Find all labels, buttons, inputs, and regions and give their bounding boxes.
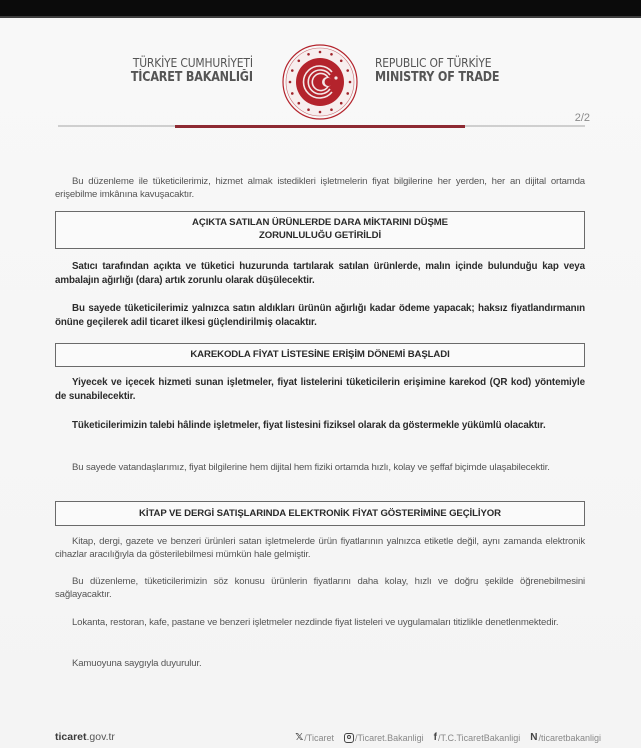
emblem-star-dot xyxy=(307,53,310,56)
emblem-star-dot xyxy=(349,81,352,84)
emblem-star-dot xyxy=(297,59,300,62)
social-handle-x: /Ticaret xyxy=(304,732,334,743)
section-tare-paragraph-2: Bu sayede tüketicilerimiz yalnızca satın aldıkları ürünün ağırlığı kadar ödeme yapacak; haksız fiyatlandırmanın önüne geçilerek adil ticaret ilkesi güçlendirilmiş olacaktır. xyxy=(55,303,585,328)
header-ministry-tr: TİCARET BAKANLIĞI xyxy=(131,70,253,85)
ministry-emblem-logo xyxy=(280,42,360,122)
header-republic-tr: TÜRKİYE CUMHURİYETİ xyxy=(133,55,253,70)
emblem-star-dot xyxy=(346,92,349,95)
closing-line: Kamuoyuna saygıyla duyurulur. xyxy=(72,658,202,669)
document-page xyxy=(0,20,641,748)
emblem-star-dot xyxy=(340,102,343,105)
emblem-star-dot xyxy=(297,102,300,105)
social-link-nsosyal[interactable] xyxy=(530,732,601,743)
section-qr-paragraph-3: Bu sayede vatandaşlarımız, fiyat bilgilerine hem dijital hem fiziki ortamda hızlı, kolay ve şeffaf biçimde ulaşabilecektir. xyxy=(72,462,550,473)
emblem-star-dot xyxy=(319,111,322,114)
social-handle-facebook: /T.C.TicaretBakanligi xyxy=(438,732,521,743)
header-left-title xyxy=(111,56,253,85)
social-handle-nsosyal: /ticaretbakanligi xyxy=(538,732,601,743)
emblem-star-dot xyxy=(330,53,333,56)
footer-website-link[interactable] xyxy=(55,731,115,743)
page-number: 2/2 xyxy=(574,112,590,124)
instagram-icon xyxy=(344,733,354,743)
emblem-star-dot xyxy=(330,108,333,111)
emblem-star-dot xyxy=(291,69,294,72)
footer-social-links xyxy=(295,732,601,743)
footer-site-bold: ticaret xyxy=(55,731,87,743)
emblem-star-dot xyxy=(340,59,343,62)
header-divider-accent xyxy=(175,125,465,128)
facebook-icon: f xyxy=(433,732,438,743)
emblem-star-dot xyxy=(319,51,322,54)
social-link-x[interactable] xyxy=(295,732,334,743)
section-tare-paragraph-1: Satıcı tarafından açıkta ve tüketici huzurunda tartılarak satılan ürünlerde, malın içinde bulunduğu kap veya ambalajın ağırlığı (dara) artık zorunlu olarak düşülecektir. xyxy=(55,261,585,286)
nsosyal-icon: N xyxy=(530,732,538,743)
header-republic-en: REPUBLIC OF TÜRKİYE xyxy=(375,55,492,70)
section-qr-paragraph-2: Tüketicilerimizin talebi hâlinde işletmeler, fiyat listesini fiziksel olarak da göstermekle yükümlü olacaktır. xyxy=(72,420,546,431)
section-heading-books: KİTAP VE DERGİ SATIŞLARINDA ELEKTRONİK FİYAT GÖSTERİMİNE GEÇİLİYOR xyxy=(55,501,585,526)
section-heading-tare: AÇIKTA SATILAN ÜRÜNLERDE DARA MİKTARINI DÜŞME ZORUNLULUĞU GETİRİLDİ xyxy=(55,211,585,249)
x-icon: 𝕏 xyxy=(295,732,304,743)
emblem-crescent-inner xyxy=(325,78,333,86)
social-link-facebook[interactable] xyxy=(434,732,521,743)
emblem-star-dot xyxy=(307,108,310,111)
section-books-paragraph-1: Kitap, dergi, gazete ve benzeri ürünleri satan işletmelerde ürün fiyatlarının yalnızca etiketle değil, aynı zamanda elektronik cihazlar aracılığıyla da gösterilebilmesi mümkün hale gelmiştir. xyxy=(55,536,585,560)
social-handle-instagram: /Ticaret.Bakanligi xyxy=(354,732,424,743)
emblem-star-dot xyxy=(291,92,294,95)
header-divider xyxy=(58,125,585,127)
section-heading-qr: KAREKODLA FİYAT LİSTESİNE ERİŞİM DÖNEMİ BAŞLADI xyxy=(55,343,585,367)
section-books-paragraph-3: Lokanta, restoran, kafe, pastane ve benzeri işletmeler nezdinde fiyat listeleri ve uygulamaları titizlikle denetlenmektedir. xyxy=(72,617,559,628)
emblem-star-dot xyxy=(289,81,292,84)
footer-site-domain: .gov.tr xyxy=(86,731,115,743)
header-ministry-en: MINISTRY OF TRADE xyxy=(375,70,500,85)
header-right-title xyxy=(375,56,520,85)
social-link-instagram[interactable] xyxy=(344,733,424,743)
intro-paragraph: Bu düzenleme ile tüketicilerimiz, hizmet almak istedikleri işletmelerin fiyat bilgilerine her yerden, her an dijital ortamda erişebilme imkânına kavuşacaktır. xyxy=(55,176,585,200)
section-qr-paragraph-1: Yiyecek ve içecek hizmeti sunan işletmeler, fiyat listelerini tüketicilerin erişimine karekod (QR kod) yöntemiyle de sunabilecektir. xyxy=(55,377,585,402)
section-books-paragraph-2: Bu düzenleme, tüketicilerimizin söz konusu ürünlerin fiyatlarını daha kolay, hızlı ve doğru şekilde öğrenebilmesini sağlayacaktır. xyxy=(55,576,585,600)
emblem-star-dot xyxy=(346,69,349,72)
emblem-star xyxy=(334,76,337,79)
top-black-bar xyxy=(0,0,641,18)
